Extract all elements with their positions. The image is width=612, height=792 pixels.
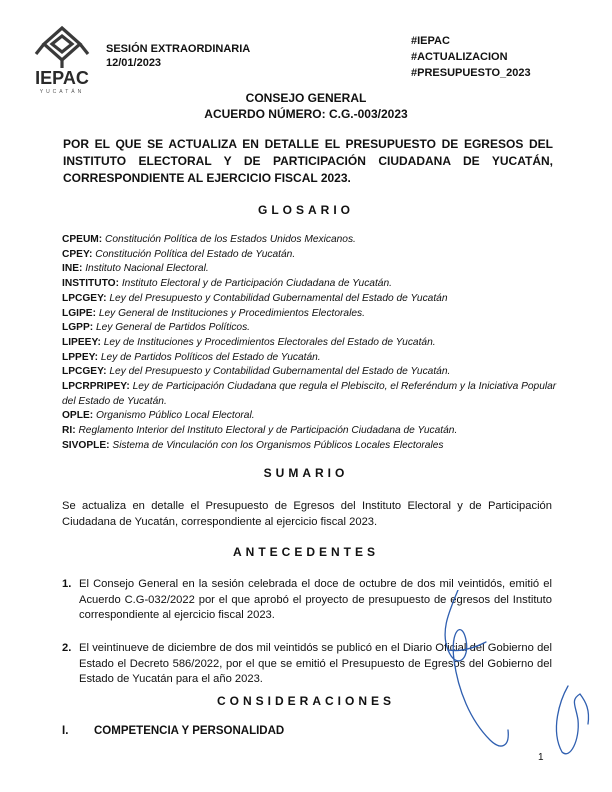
glossary-term: RI:: [62, 425, 76, 437]
glossary-entry: [62, 424, 557, 439]
glossary-definition: Instituto Nacional Electoral.: [85, 263, 209, 275]
glossary-list: [62, 233, 557, 454]
agreement-subject: POR EL QUE SE ACTUALIZA EN DETALLE EL PRESUPUESTO DE EGRESOS DEL INSTITUTO ELECTORAL Y DE PARTICIPACIÓN CIUDADANA DE YUCATÁN, CORRESPONDIENTE AL EJERCICIO FISCAL 2023.: [63, 137, 553, 185]
glossary-entry: [62, 365, 557, 380]
council-title: CONSEJO GENERAL: [245, 91, 367, 105]
glossary-term: INE:: [62, 263, 83, 275]
summary-heading: SUMARIO: [263, 466, 349, 480]
glossary-term: LIPEEY:: [62, 336, 101, 348]
glossary-term: LPPEY:: [62, 351, 99, 363]
iepac-logo: [22, 24, 102, 96]
glossary-term: CPEY:: [62, 248, 93, 260]
logo-emblem-icon: [36, 28, 88, 68]
glossary-definition: Ley General de Instituciones y Procedimientos Electorales.: [98, 307, 365, 319]
hashtag: #PRESUPUESTO_2023: [411, 67, 531, 79]
background-item: [62, 577, 552, 624]
page-number: 1: [538, 752, 544, 763]
glossary-entry: [62, 336, 557, 351]
hashtag-list: [411, 33, 531, 81]
item-text: El veintinueve de diciembre de dos mil veintidós se publicó en el Diario Oficial del Gobierno del Estado el Decreto 586/2022, por el que se emitió el Presupuesto de Egresos del Gobierno del Estado de Yucatán para el año 2023.: [79, 642, 552, 686]
hashtag: #ACTUALIZACION: [411, 51, 508, 63]
glossary-term: LPCGEY:: [62, 292, 107, 304]
glossary-entry: [62, 409, 557, 424]
glossary-entry: [62, 321, 557, 336]
glossary-entry: [62, 380, 557, 409]
glossary-entry: [62, 233, 557, 248]
glossary-term: LPCGEY:: [62, 366, 107, 378]
glossary-definition: Ley de Partidos Políticos del Estado de Yucatán.: [100, 351, 321, 363]
glossary-term: SIVOPLE:: [62, 439, 110, 451]
session-type: SESIÓN EXTRAORDINARIA: [106, 43, 251, 55]
item-text: El Consejo General en la sesión celebrada el doce de octubre de dos mil veintidós, emitió el Acuerdo C.G-032/2022 por el que aprobó el proyecto de presupuesto de egresos del Instituto correspondiente al ejercicio fiscal 2023.: [79, 578, 552, 622]
glossary-term: OPLE:: [62, 410, 94, 422]
glossary-entry: [62, 307, 557, 322]
glossary-entry: [62, 439, 557, 454]
glossary-term: LGIPE:: [62, 307, 96, 319]
glossary-definition: Ley del Presupuesto y Contabilidad Gubernamental del Estado de Yucatán.: [109, 366, 451, 378]
glossary-definition: Ley General de Partidos Políticos.: [95, 322, 251, 334]
glossary-definition: Ley del Presupuesto y Contabilidad Gubernamental del Estado de Yucatán: [109, 292, 448, 304]
agreement-number: ACUERDO NÚMERO: C.G.-003/2023: [204, 107, 408, 121]
section-number: I.: [62, 725, 69, 737]
glossary-definition: Ley de Participación Ciudadana que regula el Plebiscito, el Referéndum y la Iniciativa Popular del Estado de Yucatán.: [62, 381, 557, 407]
glossary-definition: Reglamento Interior del Instituto Electoral y de Participación Ciudadana de Yucatán.: [78, 425, 458, 437]
glossary-definition: Instituto Electoral y de Participación Ciudadana de Yucatán.: [121, 278, 392, 290]
hashtag: #IEPAC: [411, 35, 450, 47]
item-number: 2.: [62, 642, 72, 654]
session-date: 12/01/2023: [106, 57, 162, 69]
glossary-term: INSTITUTO:: [62, 278, 119, 290]
glossary-entry: [62, 351, 557, 366]
glossary-definition: Organismo Público Local Electoral.: [95, 410, 255, 422]
glossary-entry: [62, 277, 557, 292]
background-item: [62, 641, 552, 688]
considerations-heading: CONSIDERACIONES: [216, 694, 395, 708]
item-number: 1.: [62, 578, 72, 590]
logo-subtext: YUCATÁN: [39, 89, 85, 95]
glossary-entry: [62, 292, 557, 307]
glossary-term: CPEUM:: [62, 234, 103, 245]
glossary-definition: Constitución Política del Estado de Yucatán.: [95, 248, 296, 260]
section-title: COMPETENCIA Y PERSONALIDAD: [94, 725, 285, 737]
glossary-heading: GLOSARIO: [257, 203, 354, 217]
glossary-term: LPCRPRIPEY:: [62, 381, 130, 393]
glossary-entry: [62, 262, 557, 277]
glossary-term: LGPP:: [62, 322, 94, 334]
glossary-definition: Sistema de Vinculación con los Organismos Públicos Locales Electorales: [112, 439, 444, 451]
summary-text: Se actualiza en detalle el Presupuesto de Egresos del Instituto Electoral y de Participación Ciudadana de Yucatán, correspondiente al ejercicio fiscal 2023.: [62, 500, 552, 528]
logo-wordmark: IEPAC: [35, 68, 89, 88]
session-info: [106, 42, 250, 70]
glossary-definition: Ley de Instituciones y Procedimientos Electorales del Estado de Yucatán.: [103, 336, 436, 348]
background-heading: ANTECEDENTES: [232, 545, 379, 559]
glossary-definition: Constitución Política de los Estados Unidos Mexicanos.: [105, 234, 356, 245]
glossary-entry: [62, 248, 557, 263]
